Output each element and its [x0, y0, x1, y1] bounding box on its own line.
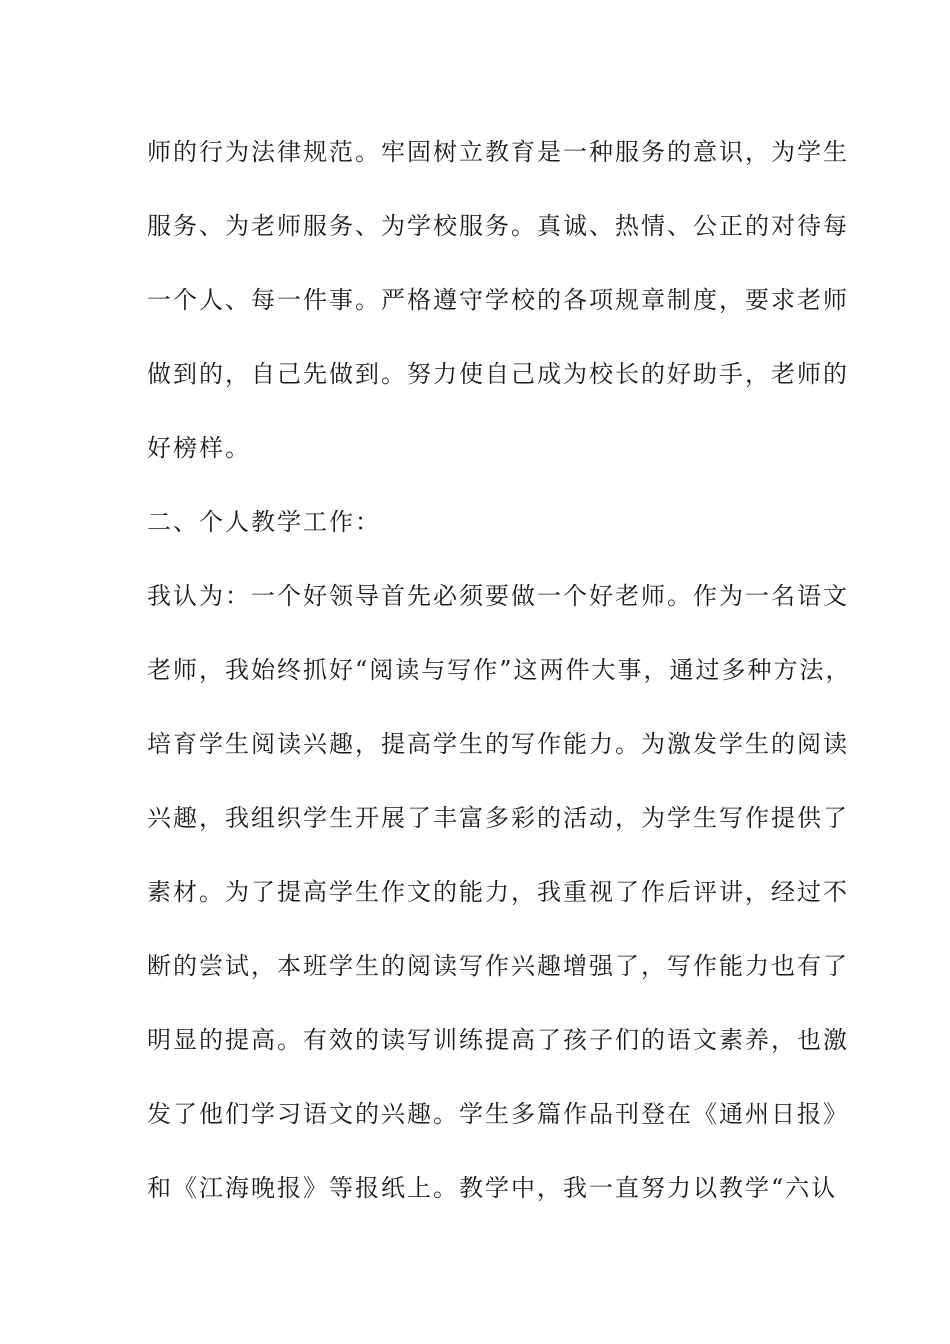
text-line: 发了他们学习语文的兴趣。学生多篇作品刊登在《通州日报》	[147, 1100, 849, 1128]
text-line: 断的尝试，本班学生的阅读写作兴趣增强了，写作能力也有了	[147, 952, 849, 980]
text-line: 好榜样。	[147, 434, 251, 462]
text-line: 和《江海晚报》等报纸上。教学中，我一直努力以教学“六认	[147, 1174, 838, 1202]
text-line: 服务、为老师服务、为学校服务。真诚、热情、公正的对待每	[147, 212, 849, 240]
text-line: 我认为：一个好领导首先必须要做一个好老师。作为一名语文	[147, 582, 849, 610]
text-line: 做到的，自己先做到。努力使自己成为校长的好助手，老师的	[147, 360, 849, 388]
text-line: 一个人、每一件事。严格遵守学校的各项规章制度，要求老师	[147, 286, 849, 314]
text-line: 明显的提高。有效的读写训练提高了孩子们的语文素养，也激	[147, 1026, 849, 1054]
section-heading: 二、个人教学工作：	[147, 508, 381, 536]
text-line: 老师，我始终抓好“阅读与写作”这两件大事，通过多种方法，	[147, 656, 852, 684]
text-line: 培育学生阅读兴趣，提高学生的写作能力。为激发学生的阅读	[147, 730, 849, 758]
text-line: 兴趣，我组织学生开展了丰富多彩的活动，为学生写作提供了	[147, 804, 849, 832]
text-line: 素材。为了提高学生作文的能力，我重视了作后评讲，经过不	[147, 878, 849, 906]
text-line: 师的行为法律规范。牢固树立教育是一种服务的意识，为学生	[147, 138, 849, 166]
